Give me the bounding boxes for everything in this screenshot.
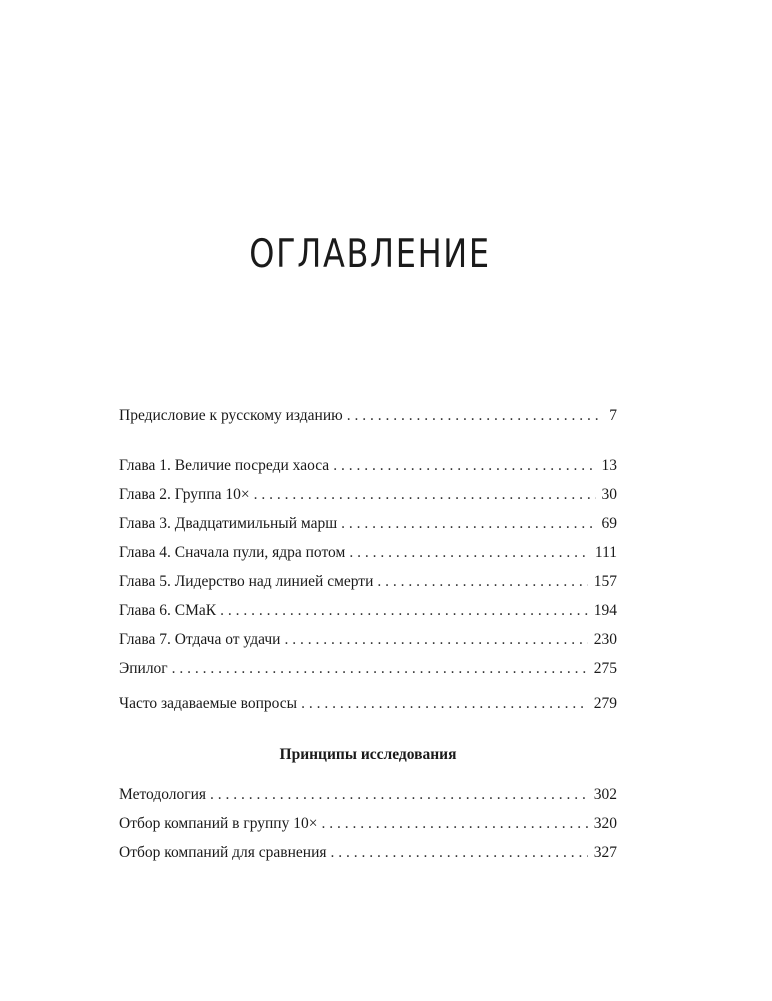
toc-entry[interactable] <box>119 573 617 602</box>
toc-entry-label: Глава 3. Двадцатимильный марш <box>119 515 338 532</box>
toc-entry[interactable] <box>119 407 617 436</box>
toc-entry-label: Часто задаваемые вопросы <box>119 695 298 712</box>
toc-entry-label: Глава 7. Отдача от удачи <box>119 631 281 648</box>
toc-entry-label: Методология <box>119 786 207 803</box>
toc-entry-page: 275 <box>593 660 617 677</box>
toc-entry-page: 13 <box>601 457 617 474</box>
toc-entry-page: 302 <box>593 786 617 803</box>
dot-leader <box>220 602 588 620</box>
dot-leader <box>347 407 604 425</box>
toc-faq <box>119 695 617 724</box>
toc-entry-page: 111 <box>594 544 617 561</box>
dot-leader <box>341 515 595 533</box>
toc-entry-label: Глава 1. Величие посреди хаоса <box>119 457 330 474</box>
toc-entry-page: 157 <box>593 573 617 590</box>
toc-entry-page: 279 <box>593 695 617 712</box>
dot-leader <box>377 573 587 591</box>
toc-entry-label: Отбор компаний в группу 10× <box>119 815 318 832</box>
toc-entry-page: 320 <box>593 815 617 832</box>
toc-entry[interactable] <box>119 844 617 873</box>
toc-entry-page: 30 <box>601 486 617 503</box>
toc-entry-page: 7 <box>609 407 617 424</box>
toc-entry[interactable] <box>119 815 617 844</box>
toc-entry-label: Глава 2. Группа 10× <box>119 486 250 503</box>
dot-leader <box>331 844 588 862</box>
dot-leader <box>301 695 588 713</box>
dot-leader <box>321 815 587 833</box>
toc-entry-page: 194 <box>593 602 617 619</box>
toc-entry[interactable] <box>119 544 617 573</box>
toc-entry-page: 230 <box>593 631 617 648</box>
dot-leader <box>349 544 589 562</box>
dot-leader <box>172 660 588 678</box>
toc-entry-page: 69 <box>601 515 617 532</box>
toc-entry-label: Глава 6. СМаК <box>119 602 217 619</box>
toc-entry-page: 327 <box>593 844 617 861</box>
toc-preface <box>119 407 617 436</box>
dot-leader <box>333 457 595 475</box>
toc-entry[interactable] <box>119 695 617 724</box>
toc-entry[interactable] <box>119 486 617 515</box>
dot-leader <box>254 486 596 504</box>
dot-leader <box>284 631 587 649</box>
toc-entry-label: Эпилог <box>119 660 168 677</box>
toc-entry[interactable] <box>119 786 617 815</box>
toc-entry-label: Глава 5. Лидерство над линией смерти <box>119 573 374 590</box>
section-heading-principles: Принципы исследования <box>279 746 457 763</box>
toc-chapters <box>119 457 617 689</box>
toc-principles <box>119 786 617 873</box>
toc-entry[interactable] <box>119 602 617 631</box>
toc-entry[interactable] <box>119 515 617 544</box>
dot-leader <box>210 786 588 804</box>
toc-entry-label: Предисловие к русскому изданию <box>119 407 343 424</box>
toc-entry[interactable] <box>119 631 617 660</box>
toc-entry[interactable] <box>119 660 617 689</box>
toc-entry-label: Отбор компаний для сравнения <box>119 844 327 861</box>
page-title: ОГЛАВЛЕНИЕ <box>249 232 491 277</box>
toc-entry-label: Глава 4. Сначала пули, ядра потом <box>119 544 346 561</box>
toc-entry[interactable] <box>119 457 617 486</box>
